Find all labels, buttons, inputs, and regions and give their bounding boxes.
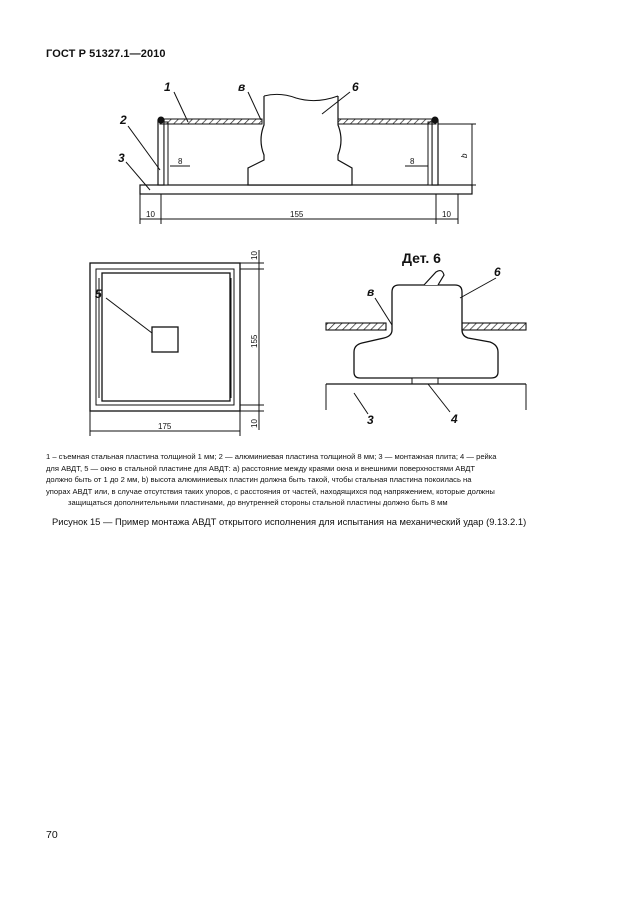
dim-10-top: 10	[250, 251, 259, 260]
steel-plate-right	[336, 119, 436, 124]
dim-155: 155	[290, 210, 304, 219]
standard-header: ГОСТ Р 51327.1—2010	[46, 48, 166, 60]
legend-line: упорах АВДТ или, в случае отсутствия таких упоров, с расстояния от частей, находящихся под напряжением, которые должны	[46, 486, 495, 496]
steel-plate-left	[160, 119, 262, 124]
dim-10-left: 10	[146, 210, 155, 219]
dim-8-left: 8	[178, 157, 183, 166]
left-aluminium-plate	[158, 120, 164, 185]
right-aluminium-plate	[432, 120, 438, 185]
detail-label-6: 6	[494, 265, 501, 279]
dim-8-right: 8	[410, 157, 415, 166]
label-5: 5	[95, 287, 102, 301]
legend-line: защищаться дополнительными пластинами, до внутренней стороны стальной пластины должно быть 8 мм	[68, 498, 448, 508]
label-1: 1	[164, 80, 171, 94]
legend-line: должно быть от 1 до 2 мм, b) высота алюминиевых пластин должна быть такой, чтобы стальная пластина покоилась на	[46, 475, 472, 485]
detail-title: Дет. 6	[402, 250, 441, 266]
detail-label-v: в	[367, 285, 375, 299]
detail-6-view	[326, 271, 526, 414]
plan-view	[90, 250, 264, 436]
figure-caption: Рисунок 15 — Пример монтажа АВДТ открытого исполнения для испытания на механический удар (9.13.2.1)	[52, 516, 527, 527]
label-2: 2	[120, 113, 127, 127]
page-number: 70	[46, 829, 58, 841]
detail-label-4: 4	[451, 412, 458, 426]
dim-175: 175	[158, 422, 172, 431]
label-3: 3	[118, 151, 125, 165]
label-v: в	[238, 80, 246, 94]
legend-line: 1 – съемная стальная пластина толщиной 1 мм; 2 — алюминиевая пластина толщиной 8 мм; 3 — монтажная плита; 4 — рейка	[46, 452, 497, 461]
figure-legend	[46, 451, 584, 509]
detail-label-3: 3	[367, 413, 374, 427]
mounting-plate-shape	[140, 185, 472, 194]
dim-155-vertical: 155	[250, 334, 259, 348]
window-5	[152, 327, 178, 352]
device-body-shape	[248, 96, 352, 185]
dim-b: b	[460, 153, 469, 158]
label-6: 6	[352, 80, 359, 94]
dim-10-bottom: 10	[250, 419, 259, 428]
dim-10-right: 10	[442, 210, 451, 219]
legend-line: для АВДТ, 5 — окно в стальной пластине для АВДТ: а) расстояние между краями окна и внешними поверхностями АВДТ	[46, 463, 476, 473]
